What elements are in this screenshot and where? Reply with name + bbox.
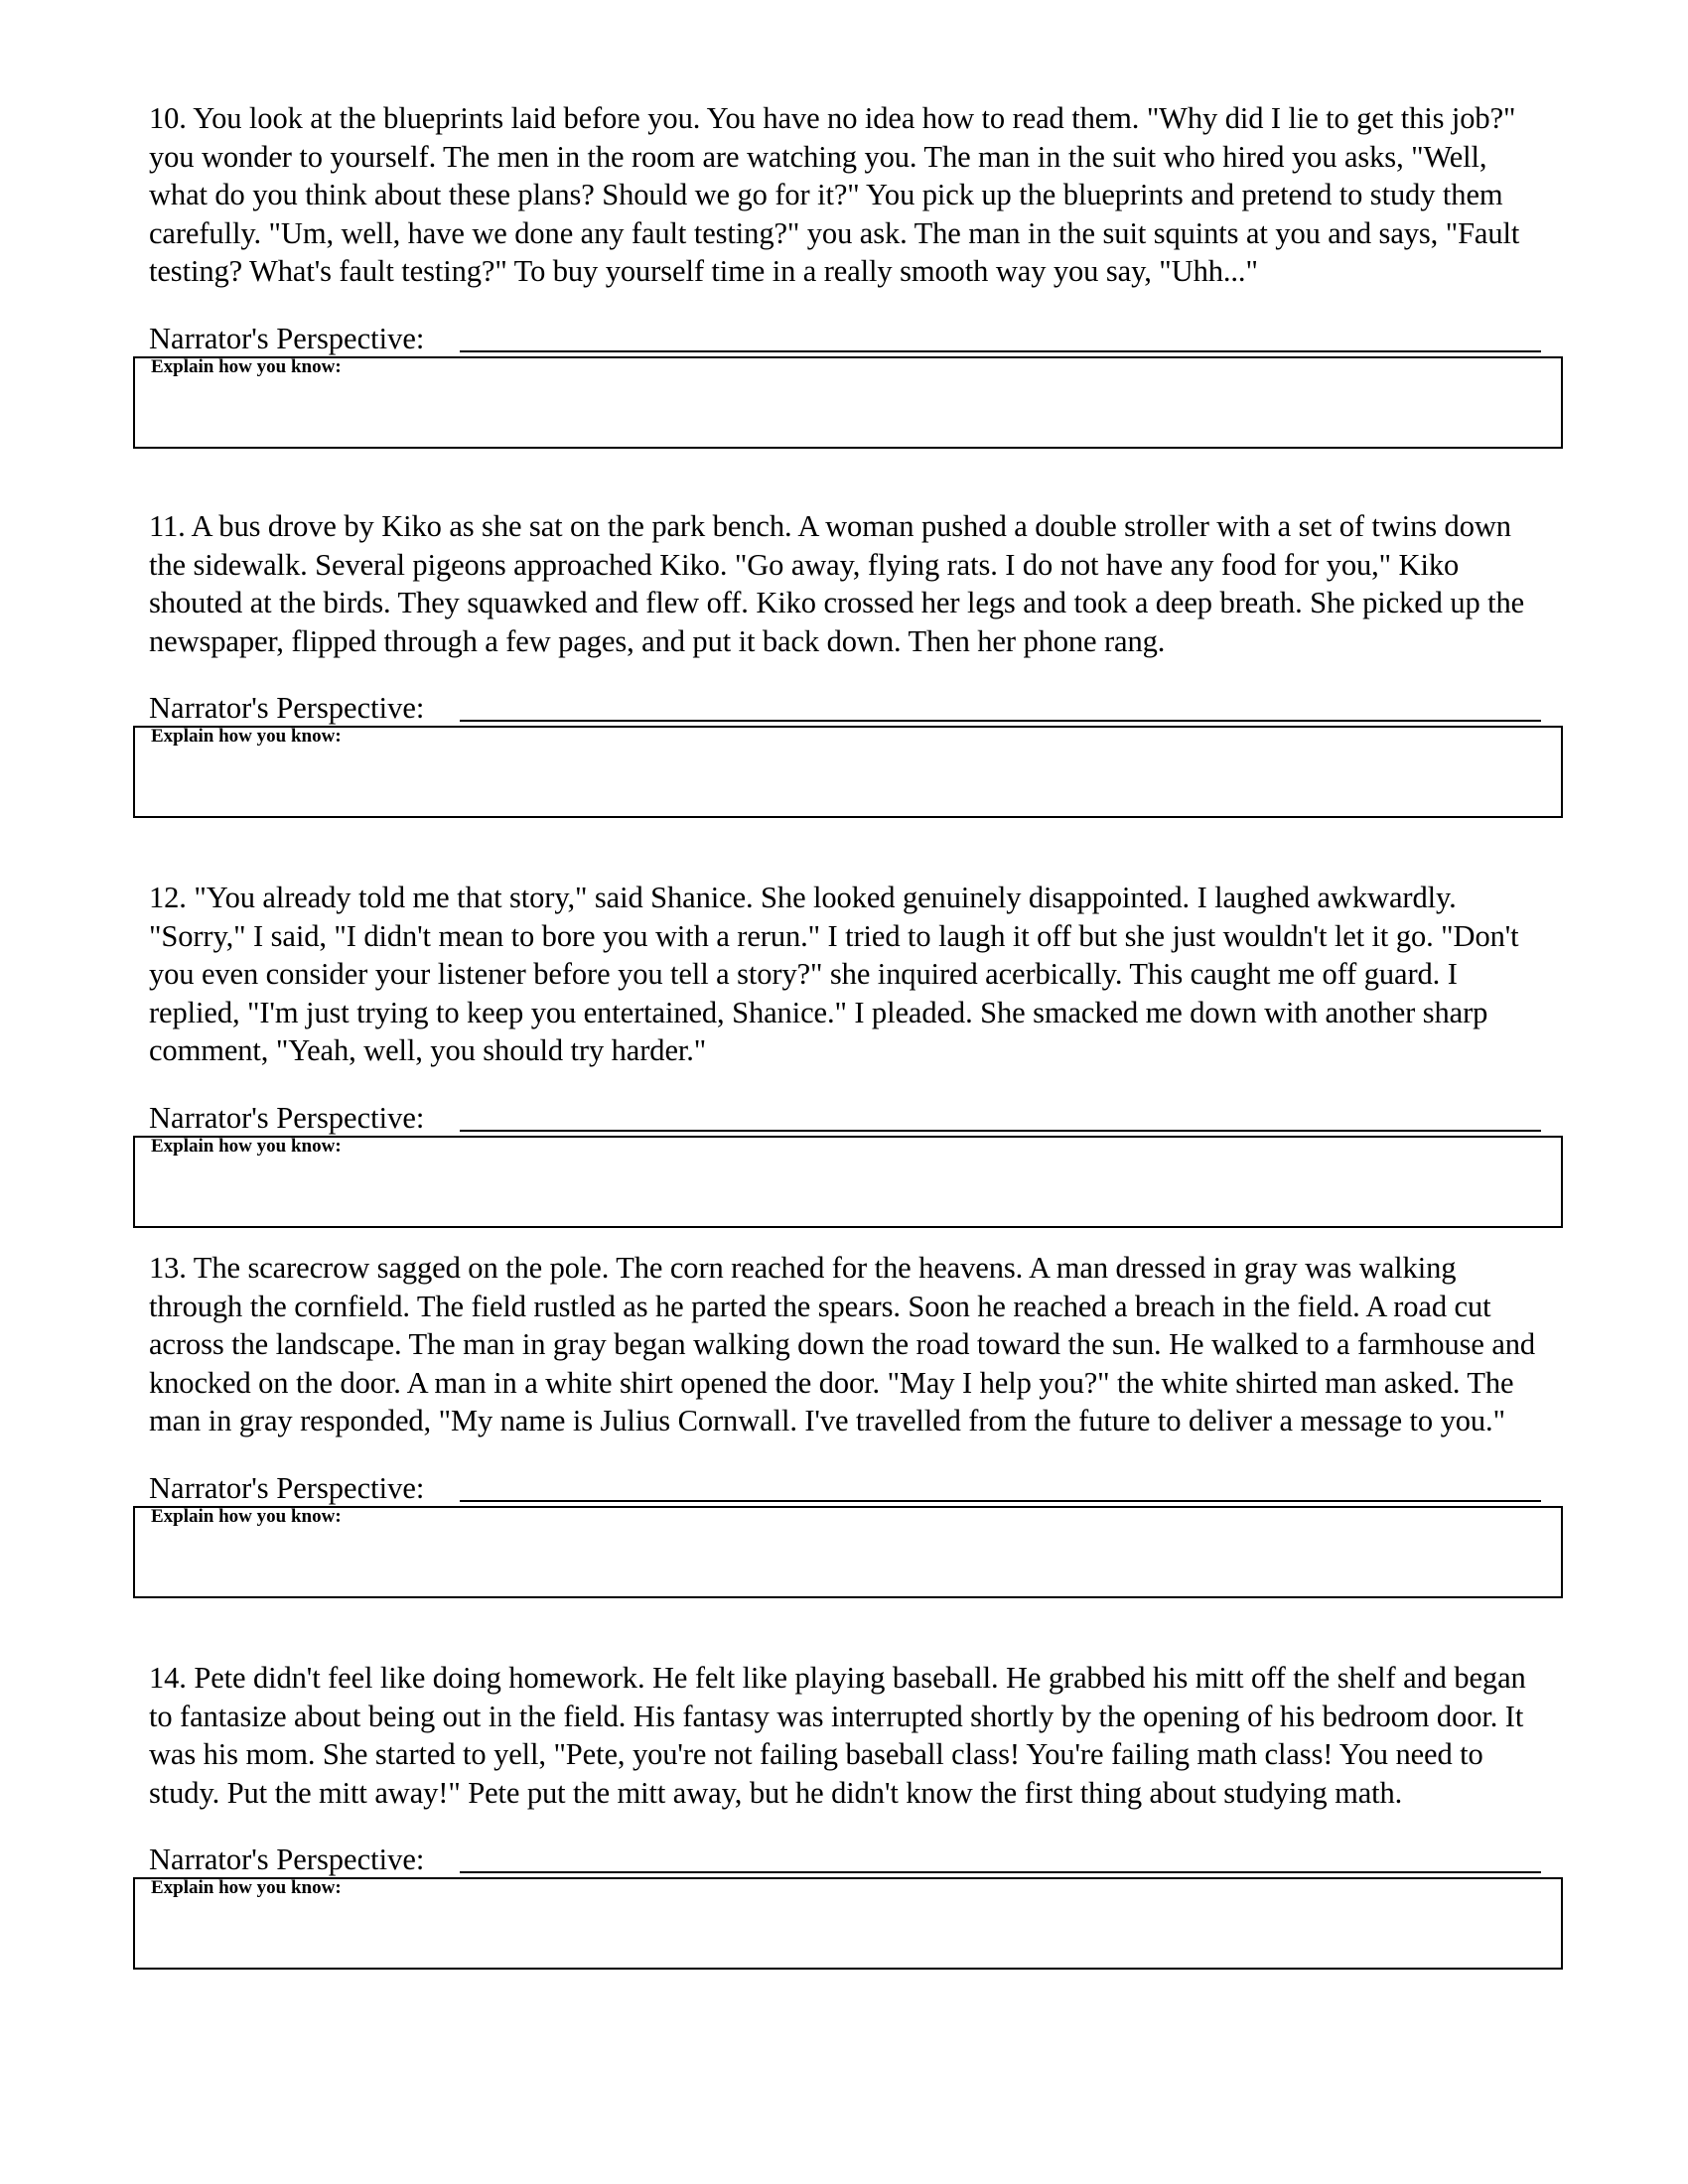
narrator-perspective-answer-line[interactable]	[460, 1871, 1541, 1873]
passage-text: 10. You look at the blueprints laid before you. You have no idea how to read them. "Why did I lie to get this job?" you wonder to yourself. The men in the room are watching you. The man in the suit who hired you asks, "Well, what do you think about these plans? Should we go for it?" You pick up the blueprints and pretend to study them carefully. "Um, well, have we done any fault testing?" you ask. The man in the suit squints at you and says, "Fault testing? What's fault testing?" To buy yourself time in a really smooth way you say, "Uhh..."	[149, 101, 1520, 288]
narrator-perspective-answer-line[interactable]	[460, 720, 1541, 722]
narrator-perspective-answer-line[interactable]	[460, 1500, 1541, 1502]
explain-answer-box[interactable]	[133, 356, 1563, 449]
narrator-perspective-row	[149, 321, 1563, 356]
explain-answer-box[interactable]	[133, 1877, 1563, 1970]
narrator-perspective-answer-line[interactable]	[460, 350, 1541, 352]
narrator-perspective-row	[149, 1842, 1563, 1877]
explain-label: Explain how you know:	[151, 1135, 342, 1157]
explain-answer-box[interactable]	[133, 726, 1563, 818]
passage-text: 14. Pete didn't feel like doing homework. He felt like playing baseball. He grabbed his mitt off the shelf and began to fantasize about being out in the field. His fantasy was interrupted shortly by the opening of his bedroom door. It was his mom. She started to yell, "Pete, you're not failing baseball class! You're failing math class! You need to study. Put the mitt away!" Pete put the mitt away, but he didn't know the first thing about studying math.	[149, 1661, 1526, 1810]
narrator-perspective-row	[149, 1100, 1563, 1136]
question-12	[133, 879, 1563, 1228]
passage-text: 12. "You already told me that story," said Shanice. She looked genuinely disappointed. I laughed awkwardly. "Sorry," I said, "I didn't mean to bore you with a rerun." I tried to laugh it off but she just wouldn't let it go. "Don't you even consider your listener before you tell a story?" she inquired acerbically. This caught me off guard. I replied, "I'm just trying to keep you entertained, Shanice." I pleaded. She smacked me down with another sharp comment, "Yeah, well, you should try harder."	[149, 881, 1519, 1067]
question-11	[133, 507, 1563, 818]
question-13	[133, 1249, 1563, 1598]
narrator-perspective-answer-line[interactable]	[460, 1130, 1541, 1132]
narrator-perspective-label: Narrator's Perspective:	[149, 1470, 425, 1505]
explain-label: Explain how you know:	[151, 1877, 342, 1898]
explain-answer-box[interactable]	[133, 1136, 1563, 1228]
narrator-perspective-label: Narrator's Perspective:	[149, 691, 425, 725]
question-10	[133, 99, 1563, 449]
narrator-perspective-label: Narrator's Perspective:	[149, 1843, 425, 1876]
passage-text: 13. The scarecrow sagged on the pole. The corn reached for the heavens. A man dressed in gray was walking through the cornfield. The field rustled as he parted the spears. Soon he reached a breach in the field. A road cut across the landscape. The man in gray began walking down the road toward the sun. He walked to a farmhouse and knocked on the door. A man in a white shirt opened the door. "May I help you?" the white shirted man asked. The man in gray responded, "My name is Julius Cornwall. I've travelled from the future to deliver a message to you."	[149, 1251, 1536, 1437]
narrator-perspective-label: Narrator's Perspective:	[149, 321, 425, 355]
explain-label: Explain how you know:	[151, 1505, 342, 1527]
narrator-perspective-label: Narrator's Perspective:	[149, 1100, 425, 1135]
explain-label: Explain how you know:	[151, 355, 342, 377]
narrator-perspective-row	[149, 690, 1563, 726]
explain-label: Explain how you know:	[151, 726, 342, 747]
passage-text: 11. A bus drove by Kiko as she sat on the park bench. A woman pushed a double stroller with a set of twins down the sidewalk. Several pigeons approached Kiko. "Go away, flying rats. I do not have any food for you," Kiko shouted at the birds. They squawked and flew off. Kiko crossed her legs and took a deep breath. She picked up the newspaper, flipped through a few pages, and put it back down. Then her phone rang.	[149, 509, 1525, 658]
question-14	[133, 1659, 1563, 1970]
narrator-perspective-row	[149, 1470, 1563, 1506]
explain-answer-box[interactable]	[133, 1506, 1563, 1598]
